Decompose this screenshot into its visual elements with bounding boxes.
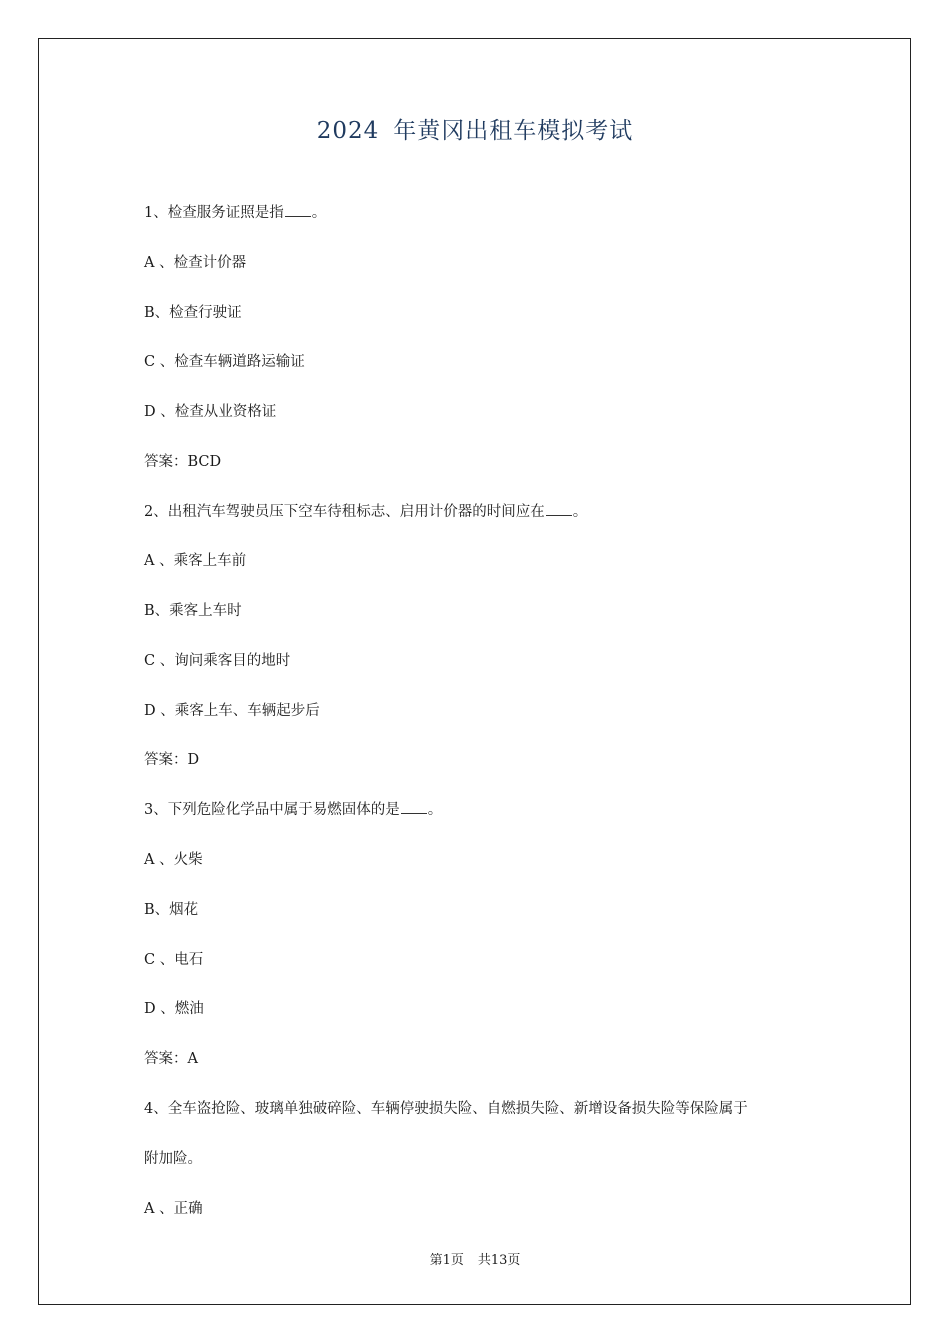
option: A 、正确 xyxy=(144,1201,203,1217)
answer-blank xyxy=(401,801,427,814)
option: A 、检查计价器 xyxy=(144,255,247,271)
page-footer xyxy=(0,1249,950,1268)
option: D 、燃油 xyxy=(144,1001,204,1017)
question-stem: 2、出租汽车驾驶员压下空车待租标志、启用计价器的时间应在 。 xyxy=(144,504,588,520)
option: B、烟花 xyxy=(144,902,199,918)
question-stem: 3、下列危险化学品中属于易燃固体的是 。 xyxy=(144,802,443,818)
question-stem: 4、全车盗抢险、玻璃单独破碎险、车辆停驶损失险、自燃损失险、新增设备损失险等保险属于 xyxy=(144,1101,748,1117)
page-total: 共13页 xyxy=(477,1253,521,1268)
question-stem-continued: 附加险。 xyxy=(144,1151,202,1167)
option: A 、乘客上车前 xyxy=(144,553,247,569)
answer: 答案：A xyxy=(144,1051,198,1067)
question-stem: 1、检查服务证照是指 。 xyxy=(144,205,327,221)
answer-blank xyxy=(285,204,311,217)
option: B、检查行驶证 xyxy=(144,305,242,321)
page-number: 第1页 xyxy=(429,1253,464,1268)
title-text: 年黄冈出租车模拟考试 xyxy=(393,118,634,144)
option: D 、乘客上车、车辆起步后 xyxy=(144,703,320,719)
title-year: 2024 xyxy=(316,118,380,144)
answer-blank xyxy=(546,503,572,516)
answer: 答案：D xyxy=(144,752,200,768)
option: B、乘客上车时 xyxy=(144,603,242,619)
option: D 、检查从业资格证 xyxy=(144,404,277,420)
document-title xyxy=(0,112,950,145)
option: C 、询问乘客目的地时 xyxy=(144,653,291,669)
option: C 、检查车辆道路运输证 xyxy=(144,354,305,370)
option: C 、电石 xyxy=(144,952,204,968)
option: A 、火柴 xyxy=(144,852,203,868)
answer: 答案：BCD xyxy=(144,454,222,470)
